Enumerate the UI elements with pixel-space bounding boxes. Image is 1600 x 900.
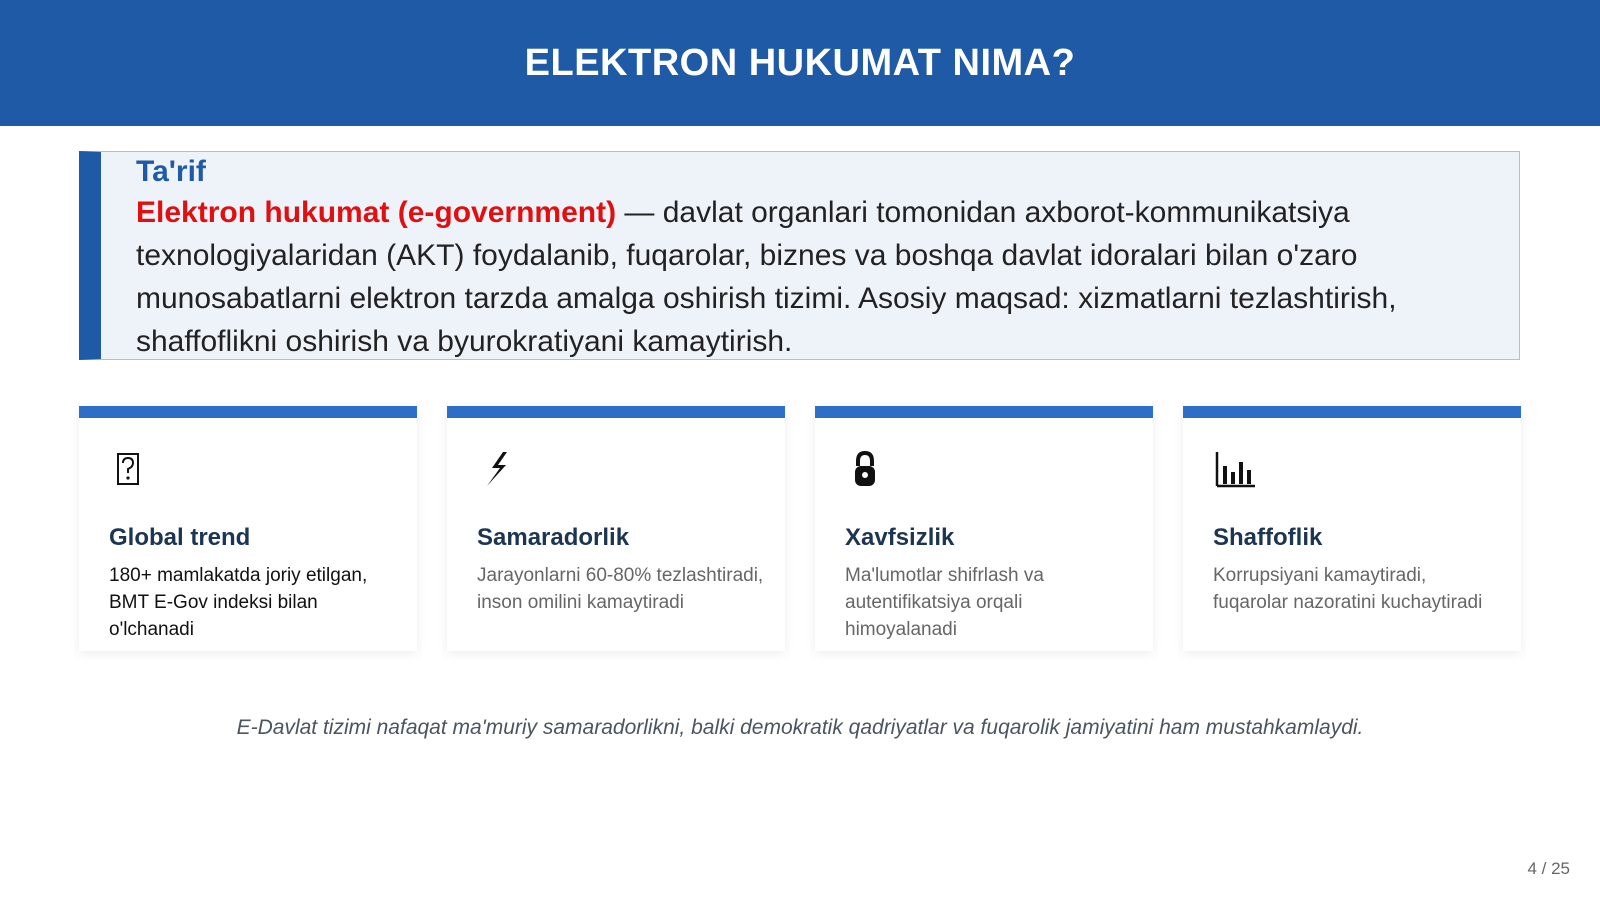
card-accent-bar (447, 406, 785, 418)
card-title: Samaradorlik (477, 524, 630, 551)
definition-box (79, 151, 1520, 360)
card-samaradorlik (447, 406, 785, 651)
card-global-trend (79, 406, 417, 651)
slide-header (0, 0, 1600, 126)
card-description: Jarayonlarni 60-80% tezlashtiradi, inson omilini kamaytiradi (477, 565, 764, 613)
card-title: Global trend (109, 524, 251, 551)
page-number: 4 / 25 (1527, 859, 1570, 878)
question-mark-icon (109, 448, 149, 492)
card-accent-bar (815, 406, 1153, 418)
card-accent-bar (79, 406, 417, 418)
lightning-icon (477, 448, 517, 492)
definition-body (136, 191, 1503, 363)
card-description: Ma'lumotlar shifrlash va autentifikatsiya orqali himoyalanadi (845, 565, 1044, 640)
feature-cards (79, 406, 1522, 651)
card-shaffoflik (1183, 406, 1521, 651)
definition-title: Ta'rif (136, 155, 206, 188)
card-description: 180+ mamlakatda joriy etilgan, BMT E-Gov indeksi bilan o'lchanadi (109, 565, 368, 640)
lock-icon (845, 448, 885, 492)
card-xavfsizlik (815, 406, 1153, 651)
bar-chart-icon (1213, 448, 1253, 492)
footnote: E-Davlat tizimi nafaqat ma'muriy samaradorlikni, balki demokratik qadriyatlar va fuqarolik jamiyatini ham mustahkamlaydi. (236, 716, 1364, 739)
definition-term: Elektron hukumat (e-government) (136, 196, 617, 229)
slide-title: ELEKTRON HUKUMAT NIMA? (524, 41, 1076, 84)
card-title: Xavfsizlik (845, 524, 955, 551)
card-title: Shaffoflik (1213, 524, 1323, 551)
card-description: Korrupsiyani kamaytiradi, fuqarolar nazoratini kuchaytiradi (1213, 565, 1483, 613)
definition-text: — davlat organlari tomonidan axborot-kommunikatsiya texnologiyalaridan (AKT) foydalanib, fuqarolar, biznes va boshqa davlat idoralari bilan o'zaro munosabatlarni elektron tarzda amalga oshirish tizimi. Asosiy maqsad: xizmatlarni tezlashtirish, shaffoflikni oshirish va byurokratiyani kamaytirish. (136, 196, 1397, 358)
card-accent-bar (1183, 406, 1521, 418)
